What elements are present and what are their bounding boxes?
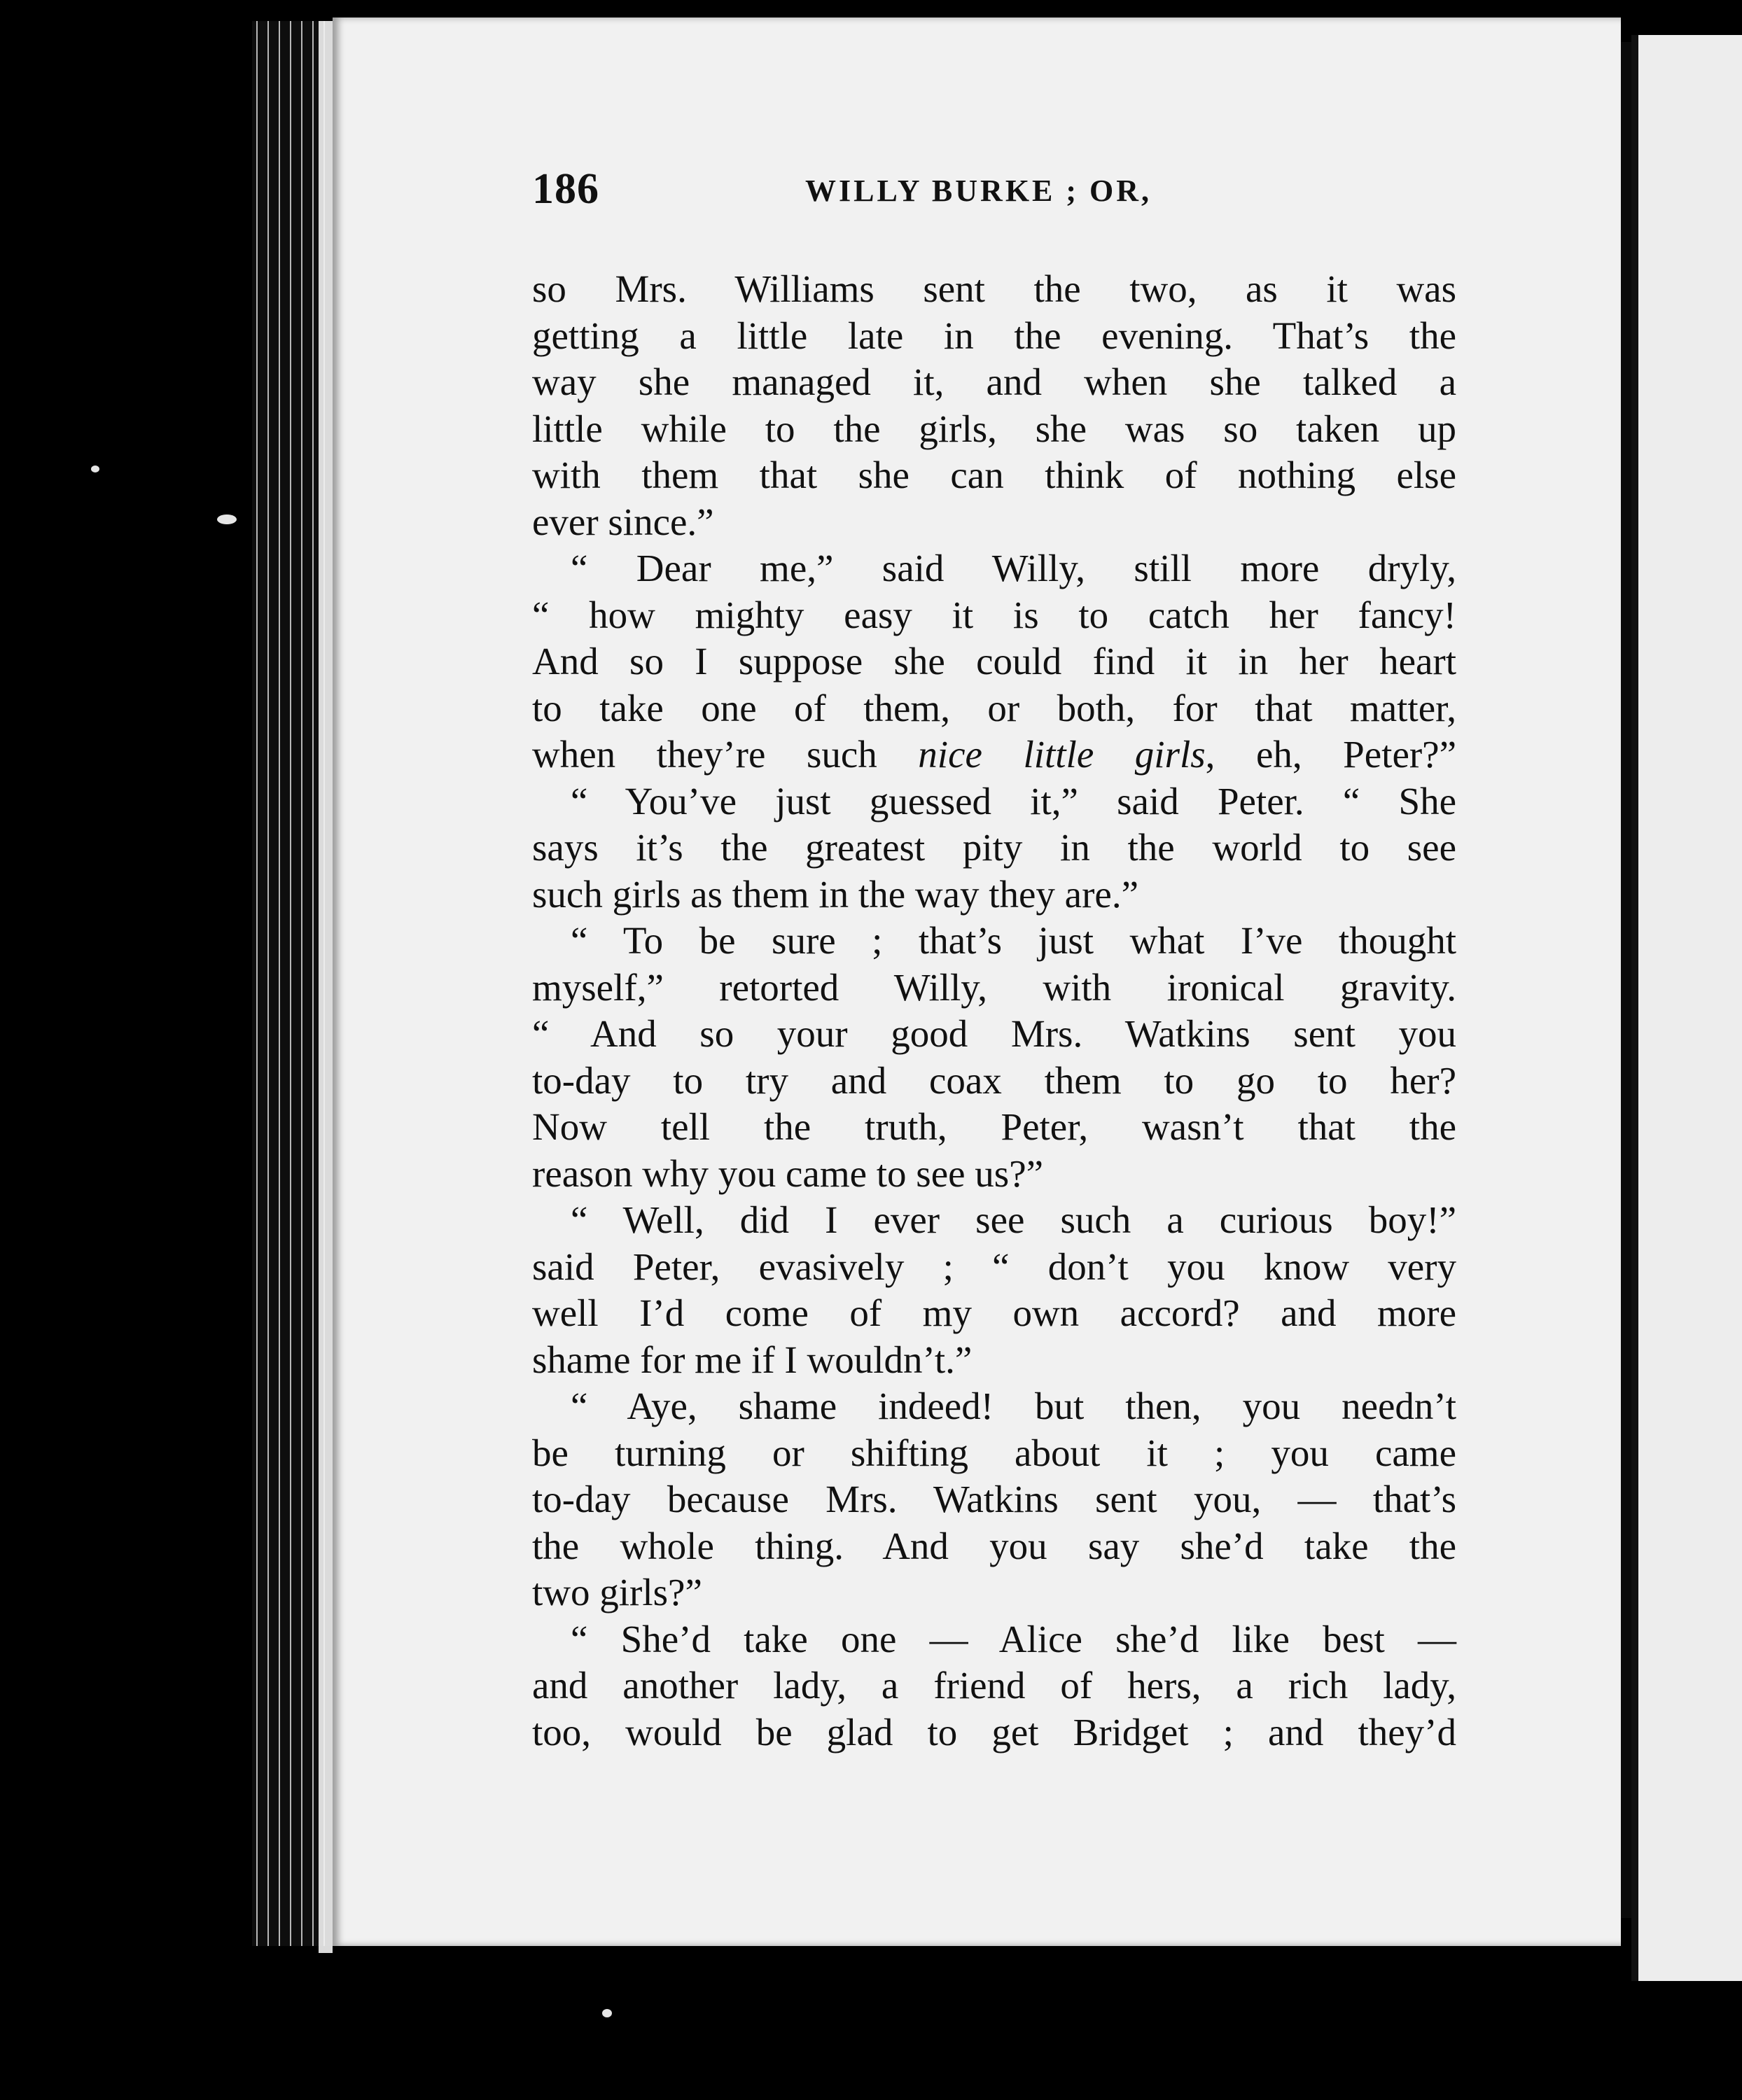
text-line: myself,” retorted Willy, with ironical gravity.: [532, 965, 1456, 1009]
text-line-segment: when they’re such: [532, 733, 919, 776]
text-line: [532, 732, 1456, 778]
text-line: well I’d come of my own accord? and more: [532, 1292, 1456, 1334]
text-line: shame for me if I wouldn’t.”: [532, 1338, 973, 1381]
text-line: such girls as them in the way they are.”: [532, 872, 1138, 916]
text-line: the whole thing. And you say she’d take the: [532, 1524, 1456, 1567]
text-line: ever since.”: [532, 500, 714, 543]
dust-speck: [217, 514, 237, 524]
text-line: “ how mighty easy it is to catch her fancy!: [532, 593, 1456, 636]
page-edge-highlight: [319, 21, 333, 1953]
text-line: “ Aye, shame indeed! but then, you needn’t: [571, 1385, 1456, 1427]
dust-speck: [91, 465, 99, 472]
text-line: “ You’ve just guessed it,” said Peter. “ She: [571, 779, 1456, 822]
text-line: “ Dear me,” said Willy, still more dryly,: [571, 547, 1456, 589]
text-line: two girls?”: [532, 1571, 702, 1614]
text-line: getting a little late in the evening. That’s the: [532, 314, 1456, 357]
text-line: way she managed it, and when she talked a: [532, 360, 1456, 403]
page-number: 186: [532, 165, 599, 213]
text-line: too, would be glad to get Bridget ; and they’d: [532, 1710, 1456, 1754]
text-line: And so I suppose she could find it in her heart: [532, 640, 1456, 682]
dust-speck: [602, 2009, 612, 2017]
text-line: “ To be sure ; that’s just what I’ve thought: [571, 919, 1456, 962]
text-line: and another lady, a friend of hers, a rich lady,: [532, 1664, 1456, 1707]
text-line-segment: , eh, Peter?”: [1205, 733, 1456, 776]
text-line: “ Well, did I ever see such a curious boy!”: [571, 1198, 1456, 1241]
page-header: [532, 164, 1267, 220]
text-line: says it’s the greatest pity in the world to see: [532, 826, 1456, 869]
text-line: with them that she can think of nothing else: [532, 454, 1456, 496]
text-line: “ She’d take one — Alice she’d like best —: [571, 1617, 1456, 1660]
text-line: be turning or shifting about it ; you came: [532, 1431, 1456, 1474]
text-line: to-day to try and coax them to go to her?: [532, 1058, 1456, 1102]
facing-page-strip: [1631, 35, 1742, 1981]
italic-phrase: nice little girls: [918, 733, 1206, 776]
text-line: “ And so your good Mrs. Watkins sent you: [532, 1012, 1456, 1055]
body-text: [532, 266, 1456, 1756]
text-line: to-day because Mrs. Watkins sent you, — that’s: [532, 1478, 1456, 1520]
text-line: to take one of them, or both, for that matter,: [532, 686, 1456, 729]
text-line: little while to the girls, she was so taken up: [532, 407, 1456, 450]
text-line: Now tell the truth, Peter, wasn’t that the: [532, 1105, 1456, 1148]
text-line: said Peter, evasively ; “ don’t you know very: [532, 1245, 1456, 1288]
text-line: reason why you came to see us?”: [532, 1152, 1044, 1195]
running-title: WILLY BURKE ; OR,: [805, 174, 1152, 208]
text-line: so Mrs. Williams sent the two, as it was: [532, 267, 1456, 310]
